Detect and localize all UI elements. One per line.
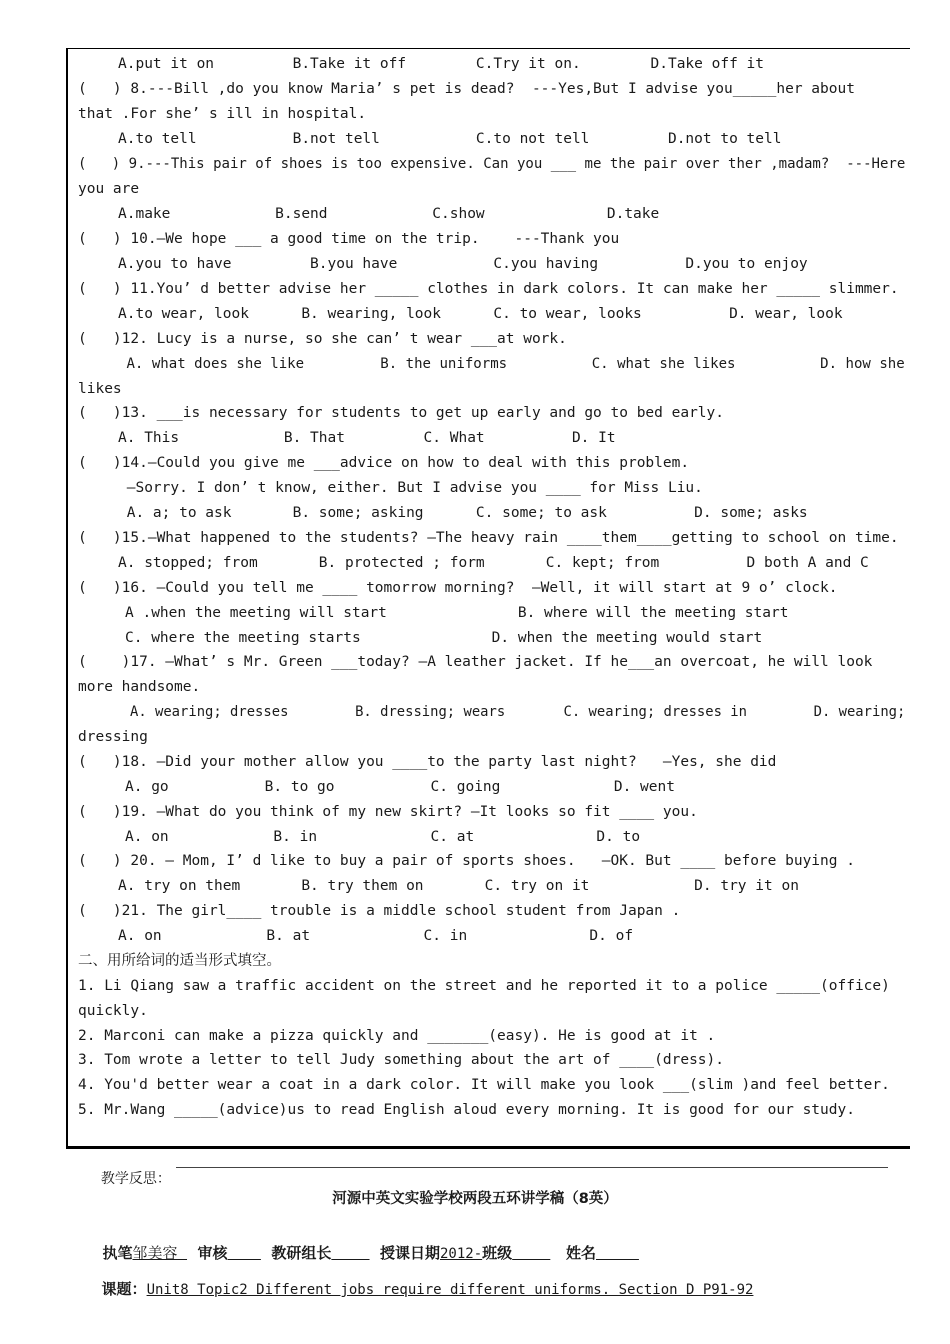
topic-row	[92, 1260, 753, 1299]
reflection-row	[92, 1152, 171, 1188]
text-line: ( )19. —What do you think of my new skirt? —It looks so fit ____ you.	[78, 804, 698, 820]
text-line: ( )16. —Could you tell me ____ tomorrow morning? —Well, it will start at 9 o’ clock.	[78, 580, 838, 596]
reflection-line	[176, 1167, 888, 1168]
topic-value: Unit8 Topic2 Different jobs require different uniforms. Section D P91-92	[146, 1282, 754, 1298]
text-line: A.to tell B.not tell C.to not tell D.not to tell	[118, 131, 782, 147]
text-line: A. stopped; from B. protected ; form C. kept; from D both A and C	[118, 555, 869, 571]
text-line: ( )18. —Did your mother allow you ____to the party last night? —Yes, she did	[78, 754, 777, 770]
review-label: 审核	[197, 1244, 228, 1262]
text-line: more handsome.	[78, 679, 201, 695]
text-line: ( )21. The girl____ trouble is a middle school student from Japan .	[78, 903, 681, 919]
text-line: C. where the meeting starts D. when the meeting would start	[125, 630, 763, 646]
text-line: ( ) 8.---Bill ,do you know Maria’ s pet is dead? ---Yes,But I advise you_____her about	[78, 81, 855, 97]
text-line: 1. Li Qiang saw a traffic accident on the street and he reported it to a police _____(office)	[78, 978, 890, 994]
text-line: A.put it on B.Take it off C.Try it on. D.Take off it	[118, 56, 765, 72]
date-label: 授课日期	[379, 1244, 440, 1262]
text-line: ( ) 20. — Mom, I’ d like to buy a pair of sports shoes. —OK. But ____ before buying .	[78, 853, 855, 869]
writer-name: 邹美容	[132, 1244, 178, 1262]
text-line: A.you to have B.you have C.you having D.you to enjoy	[118, 256, 808, 272]
text-line: A.to wear, look B. wearing, look C. to wear, looks D. wear, look	[118, 306, 843, 322]
text-line: dressing	[78, 729, 148, 745]
text-line: that .For she’ s ill in hospital.	[78, 106, 367, 122]
text-line: 二、用所给词的适当形式填空。	[78, 953, 281, 969]
class-label: 班级	[482, 1244, 513, 1262]
topic-label: 课题：	[101, 1280, 147, 1298]
text-line: ( )13. ___is necessary for students to get up early and go to bed early.	[78, 405, 725, 421]
text-line: ( )17. —What’ s Mr. Green ___today? —A leather jacket. If he___an overcoat, he will look	[78, 654, 873, 670]
text-line: A. go B. to go C. going D. went	[125, 779, 675, 795]
text-line: A. a; to ask B. some; asking C. some; to ask D. some; asks	[118, 505, 808, 521]
text-line: A. on B. at C. in D. of	[118, 928, 634, 944]
text-line: A. what does she like B. the uniforms C. what she likes D. how she	[118, 356, 905, 372]
text-line: ( ) 9.---This pair of shoes is too expensive. Can you ___ me the pair over ther ,madam? ---Here	[78, 156, 906, 172]
writer-label: 执笔	[102, 1244, 133, 1262]
group-label: 教研组长	[271, 1244, 332, 1262]
text-line: A. wearing; dresses B. dressing; wears C. wearing; dresses in D. wearing;	[130, 704, 906, 720]
text-line: 3. Tom wrote a letter to tell Judy something about the art of ____(dress).	[78, 1052, 725, 1068]
date-value: 2012-	[439, 1246, 483, 1262]
school-title: 河源中英文实验学校两段五环讲学稿（8英）	[332, 1191, 618, 1207]
text-line: 5. Mr.Wang _____(advice)us to read English aloud every morning. It is good for our study.	[78, 1102, 855, 1118]
name-label: 姓名	[565, 1244, 596, 1262]
text-line: ( )14.—Could you give me ___advice on how to deal with this problem.	[78, 455, 690, 471]
text-line: likes	[78, 381, 122, 397]
text-line: A. on B. in C. at D. to	[125, 829, 641, 845]
text-line: ( ) 11.You’ d better advise her _____ clothes in dark colors. It can make her _____ slimmer.	[78, 281, 899, 297]
text-line: A. try on them B. try them on C. try on it D. try it on	[118, 878, 799, 894]
text-line: 2. Marconi can make a pizza quickly and _______(easy). He is good at it .	[78, 1028, 716, 1044]
reflection-label: 教学反思：	[100, 1171, 171, 1187]
staff-row	[92, 1224, 639, 1263]
text-line: A .when the meeting will start B. where will the meeting start	[125, 605, 789, 621]
text-line: ( ) 10.—We hope ___ a good time on the trip. ---Thank you	[78, 231, 620, 247]
text-line: A.make B.send C.show D.take	[118, 206, 660, 222]
text-line: ( )15.—What happened to the students? —The heavy rain ____them____getting to school on time.	[78, 530, 899, 546]
text-line: 4. You'd better wear a coat in a dark color. It will make you look ___(slim )and feel better.	[78, 1077, 890, 1093]
text-line: ( )12. Lucy is a nurse, so she can’ t wear ___at work.	[78, 331, 567, 347]
text-line: —Sorry. I don’ t know, either. But I advise you ____ for Miss Liu.	[118, 480, 703, 496]
text-line: you are	[78, 181, 140, 197]
text-line: quickly.	[78, 1003, 148, 1019]
text-line: A. This B. That C. What D. It	[118, 430, 616, 446]
